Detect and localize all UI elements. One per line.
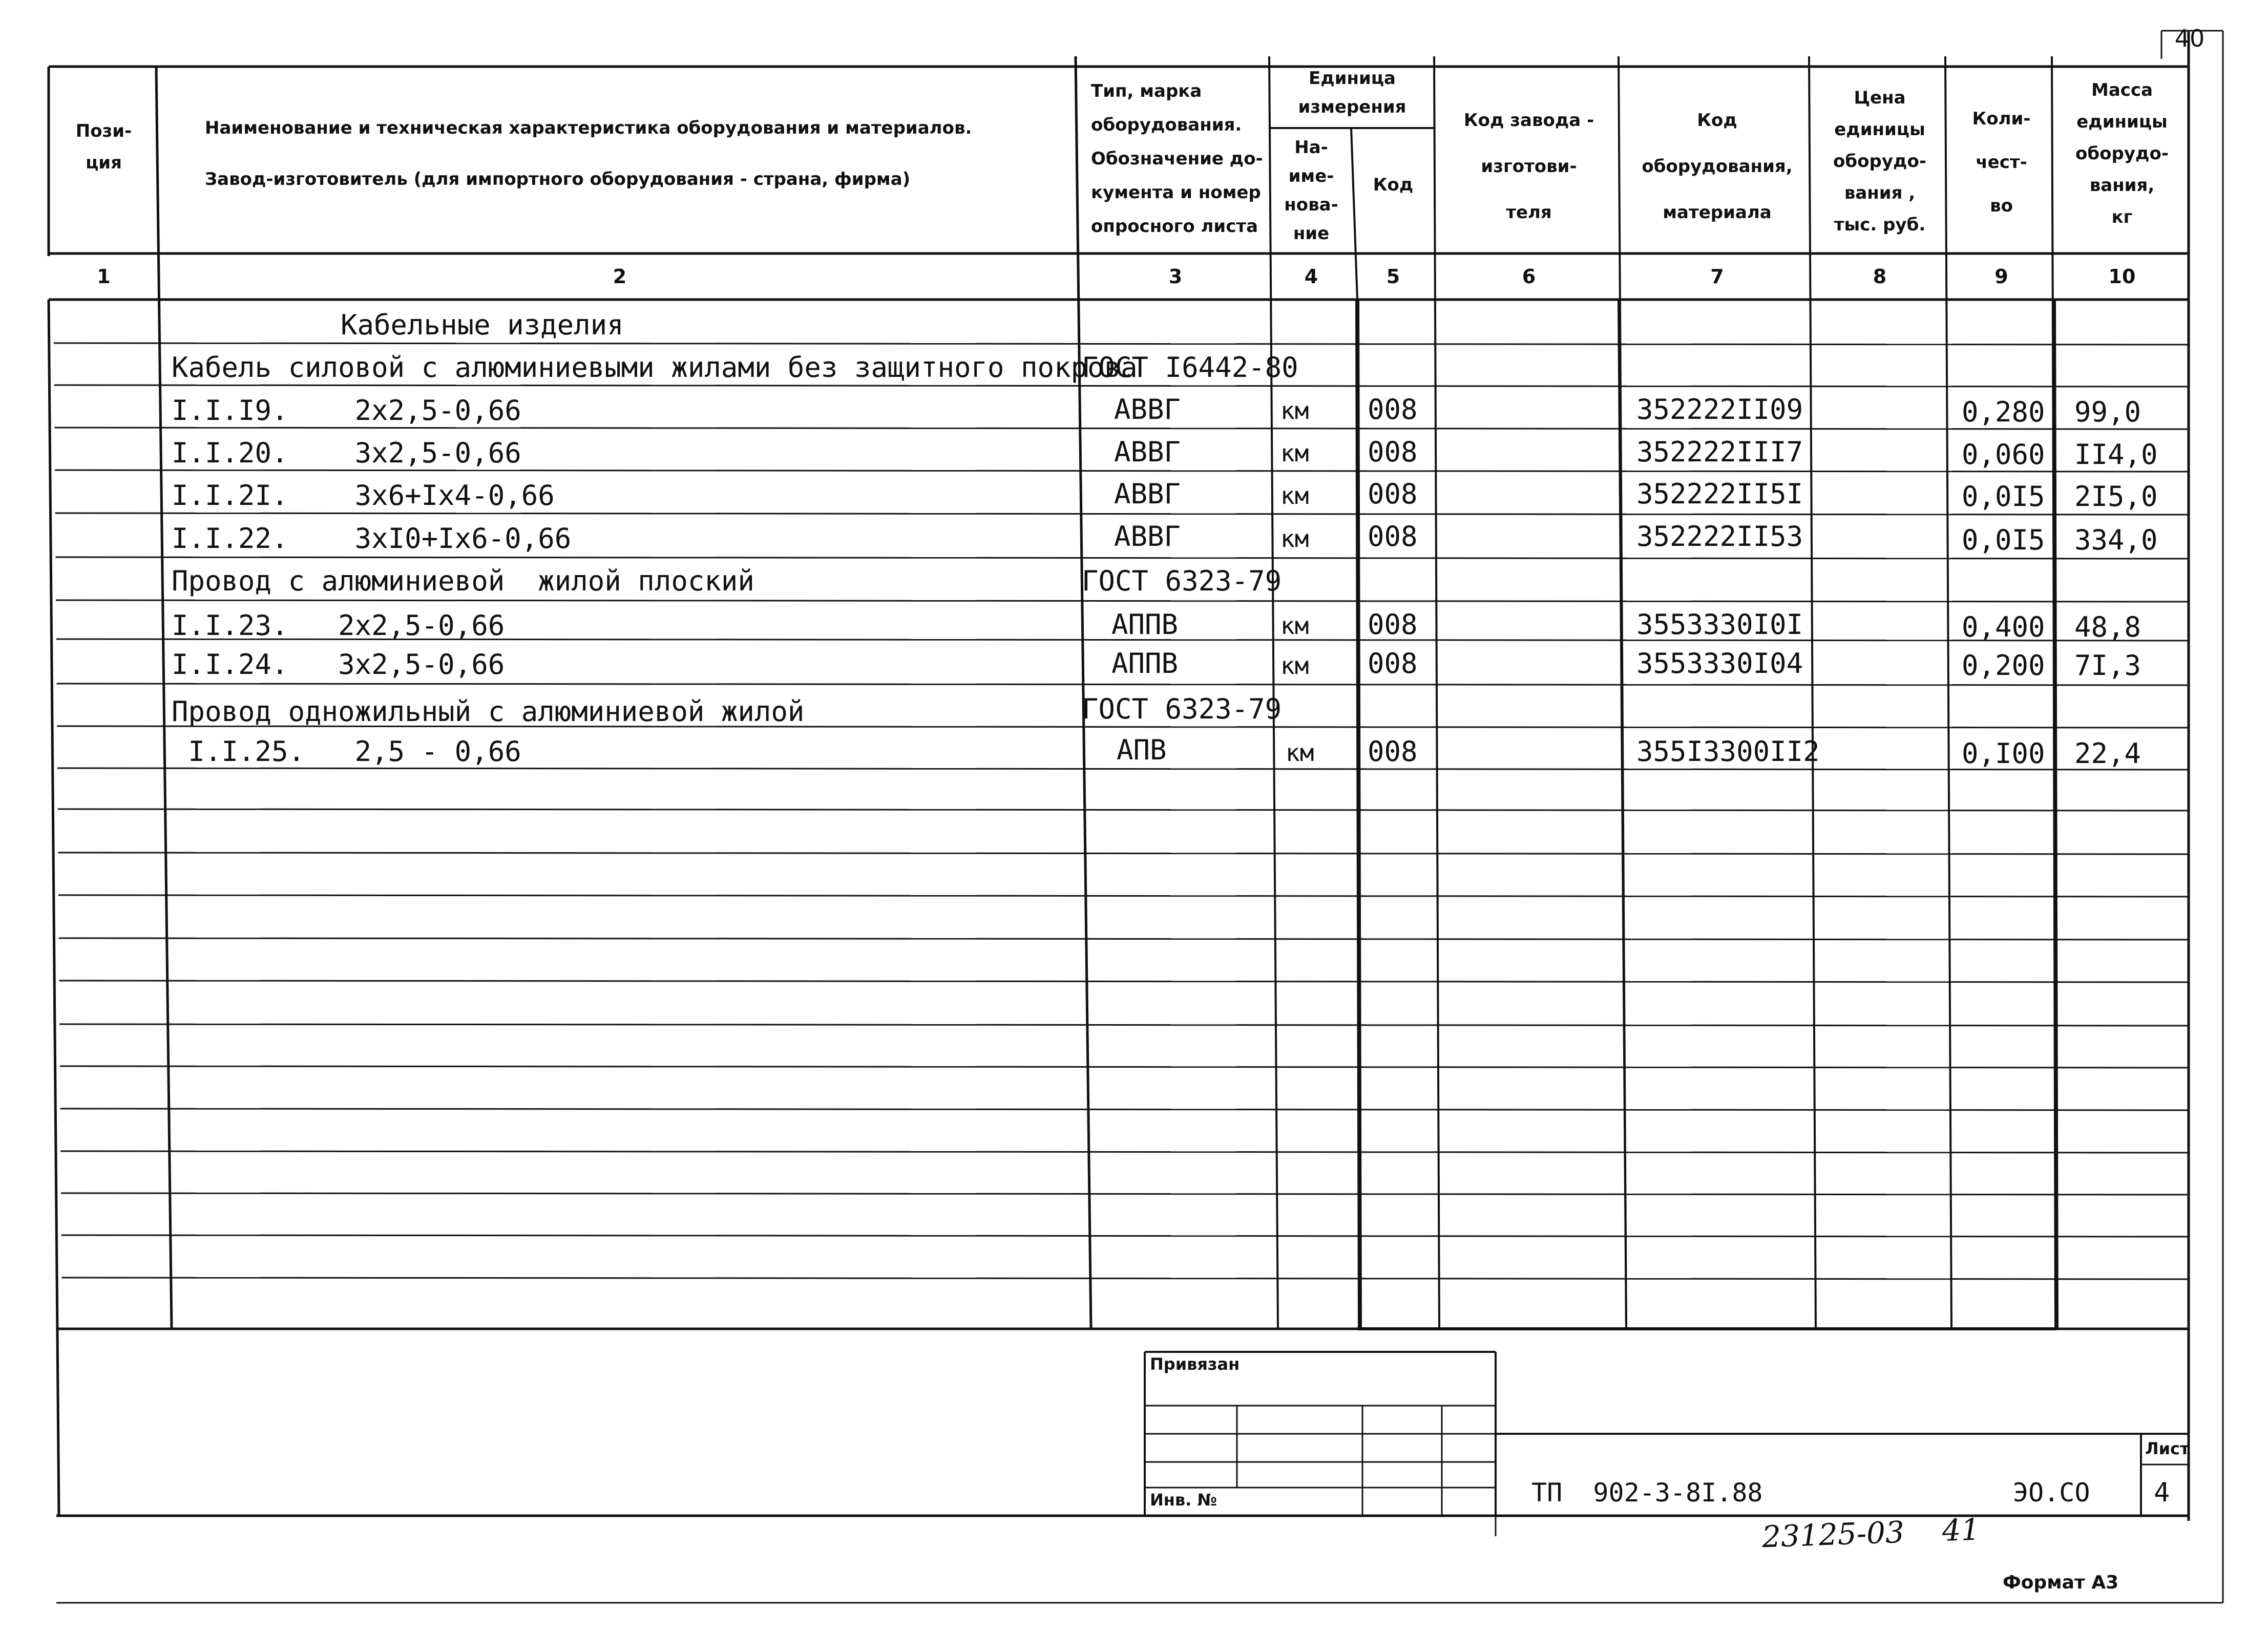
column-number: 8 — [1873, 265, 1887, 288]
row-name: Провод одножильный с алюминиевой жилой — [172, 695, 805, 728]
row-type: ГОСТ I6442-80 — [1082, 351, 1298, 384]
row-unit: км — [1280, 397, 1309, 425]
row-equip-code: 3553330I04 — [1636, 647, 1803, 680]
column-number: 1 — [97, 265, 111, 288]
column-number: 4 — [1304, 265, 1318, 288]
row-code: 008 — [1368, 478, 1418, 510]
column-number: 5 — [1386, 265, 1400, 288]
header-unit-group: Единица измерения — [1298, 68, 1406, 117]
corner-page-number: 40 — [2174, 25, 2205, 52]
row-code: 008 — [1368, 520, 1418, 553]
stamp-bound-label: Привязан — [1150, 1354, 1240, 1374]
row-code: 008 — [1368, 608, 1418, 641]
row-qty: 0,400 — [1962, 611, 2045, 643]
format-label: Формат А3 — [2003, 1572, 2119, 1593]
column-number: 3 — [1168, 265, 1183, 288]
stamp-sheet-label: Лист — [2145, 1439, 2190, 1458]
row-qty: 0,280 — [1962, 396, 2045, 428]
row-name: I.I.22. 3хI0+Iх6-0,66 — [172, 522, 572, 555]
header-name: Наименование и техническая характеристика оборудования и материалов. Завод-изготовитель (для импортного оборудования - страна, фирма) — [205, 118, 972, 189]
row-name: I.I.24. 3х2,5-0,66 — [172, 648, 505, 681]
row-mass: 7I,3 — [2074, 649, 2141, 682]
row-code: 008 — [1368, 436, 1418, 468]
row-type: АВВГ — [1114, 393, 1181, 426]
header-position: Пози- ция — [75, 121, 132, 173]
row-unit: км — [1280, 612, 1309, 640]
row-name: I.I.2I. 3х6+Iх4-0,66 — [172, 479, 555, 512]
row-equip-code: 352222II53 — [1636, 520, 1803, 553]
row-mass: 334,0 — [2074, 524, 2158, 556]
row-equip-code: 355I3300II2 — [1636, 735, 1820, 768]
header-unit-name: На- име- нова- ние — [1284, 137, 1338, 244]
section-title: Кабельные изделия — [341, 309, 624, 341]
row-equip-code: 3553330I0I — [1636, 608, 1803, 641]
column-number: 9 — [1994, 265, 2008, 288]
row-type: ГОСТ 6323-79 — [1082, 565, 1282, 597]
column-number: 7 — [1710, 265, 1724, 288]
row-name: Провод с алюминиевой жилой плоский — [172, 565, 754, 597]
header-factory-code: Код завода - изготови- теля — [1463, 110, 1594, 223]
row-type: АППВ — [1111, 647, 1179, 680]
handwritten-note: 23125-03 41 — [1761, 1512, 1981, 1555]
row-type: АВВГ — [1114, 436, 1181, 468]
column-number: 6 — [1522, 265, 1536, 288]
row-name: I.I.I9. 2х2,5-0,66 — [172, 394, 521, 427]
row-equip-code: 352222III7 — [1636, 436, 1803, 468]
row-code: 008 — [1368, 735, 1418, 768]
row-unit: км — [1280, 525, 1309, 553]
column-number: 2 — [613, 265, 627, 288]
row-type: АПВ — [1117, 734, 1167, 766]
row-mass: 22,4 — [2074, 737, 2141, 770]
row-equip-code: 352222II5I — [1636, 478, 1803, 510]
row-name: Кабель силовой с алюминиевыми жилами без защитного покрова — [172, 351, 1138, 384]
row-unit: км — [1286, 739, 1314, 767]
row-type: АВВГ — [1114, 478, 1181, 510]
header-price: Цена единицы оборудо- вания , тыс. руб. — [1833, 88, 1926, 235]
row-type: АППВ — [1111, 608, 1179, 641]
header-type: Тип, марка оборудования. Обозначение до- кумента и номер опросного листа — [1091, 81, 1263, 237]
row-qty: 0,0I5 — [1962, 524, 2045, 556]
header-mass: Масса единицы оборудо- вания, кг — [2075, 80, 2169, 227]
row-qty: 0,0I5 — [1962, 480, 2045, 513]
row-mass: 2I5,0 — [2074, 480, 2158, 513]
stamp-doc-code: ТП 902-3-8I.88 — [1531, 1478, 1763, 1508]
header-quantity: Коли- чест- во — [1972, 109, 2031, 216]
row-equip-code: 352222II09 — [1636, 393, 1803, 426]
row-type: АВВГ — [1114, 520, 1181, 553]
row-qty: 0,200 — [1962, 649, 2045, 682]
header-unit-code: Код — [1373, 175, 1414, 195]
column-number: 10 — [2108, 265, 2136, 288]
row-type: ГОСТ 6323-79 — [1082, 693, 1282, 725]
row-name: I.I.20. 3х2,5-0,66 — [172, 437, 521, 469]
row-name: I.I.23. 2х2,5-0,66 — [172, 609, 505, 642]
row-unit: км — [1280, 652, 1309, 680]
row-mass: 48,8 — [2074, 611, 2141, 643]
row-mass: 99,0 — [2074, 396, 2141, 428]
row-name: I.I.25. 2,5 - 0,66 — [172, 735, 521, 768]
row-code: 008 — [1368, 393, 1418, 426]
row-unit: км — [1280, 482, 1309, 510]
header-equipment-code: Код оборудования, материала — [1642, 110, 1793, 223]
stamp-inv-label: Инв. № — [1150, 1490, 1217, 1510]
row-unit: км — [1280, 439, 1309, 467]
row-code: 008 — [1368, 647, 1418, 680]
row-qty: 0,I00 — [1962, 737, 2045, 770]
stamp-section: ЭО.СО — [2013, 1478, 2090, 1508]
row-qty: 0,060 — [1962, 438, 2045, 471]
row-mass: II4,0 — [2074, 438, 2158, 471]
stamp-sheet-number: 4 — [2154, 1477, 2170, 1508]
